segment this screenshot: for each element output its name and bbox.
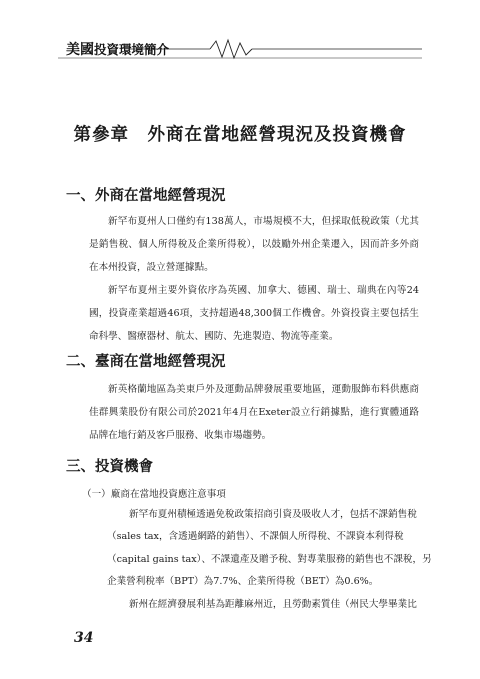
header-title-big: 美國 [66, 42, 94, 58]
section-3-line-4: 企業營利稅率（BPT）為7.7%、企業所得稅（BET）為0.6%。 [107, 576, 379, 587]
header-title-small: 投資環境簡介 [94, 42, 170, 57]
section-3-line-5: 新州在經濟發展利基為距離麻州近，且勞動素質佳（州民大學畢業比 [129, 599, 417, 610]
section-3-subheading: （一）廠商在當地投資應注意事項 [82, 489, 226, 500]
chapter-title: 第參章 外商在當地經營現況及投資機會 [73, 125, 407, 145]
section-1-paragraph-2: 新罕布夏州主要外資依序為英國、加拿大、德國、瑞士、瑞典在內等24國，投資產業超過46項，支持超過48,300個工作機會。外資投資主要包括生命科學、醫療器材、航太、國防、先進製造、物流等產業。 [89, 285, 419, 342]
section-heading-3: 三、投資機會 [66, 458, 153, 475]
section-heading-1: 一、外商在當地經營現況 [66, 187, 226, 204]
header-title [66, 39, 169, 59]
page-number: 34 [74, 630, 94, 646]
running-header [58, 38, 422, 64]
section-3-line-2: （sales tax，含透過網路的銷售）、不課個人所得稅、不課資本利得稅 [107, 531, 404, 542]
section-2-paragraph-1: 新英格蘭地區為美東戶外及運動品牌發展重要地區，運動服飾布料供應商佳群興業股份有限公司於2021年4月在Exeter設立行銷據點，進行實體通路品牌在地行銷及客戶服務、收集市場趨勢。 [89, 384, 419, 441]
section-3-line-1: 新罕布夏州積極透過免稅政策招商引資及吸收人才，包括不課銷售稅 [129, 509, 417, 520]
section-1-paragraph-1: 新罕布夏州人口僅約有138萬人，市場規模不大，但採取低稅政策（尤其是銷售稅、個人所得稅及企業所得稅），以鼓勵外州企業遷入，因而許多外商在本州投資，設立營運據點。 [89, 216, 419, 273]
section-3-line-3: （capital gains tax）、不課遺產及贈予稅、對專業服務的銷售也不課稅，另 [107, 554, 432, 565]
section-heading-2: 二、臺商在當地經營現況 [66, 353, 226, 370]
